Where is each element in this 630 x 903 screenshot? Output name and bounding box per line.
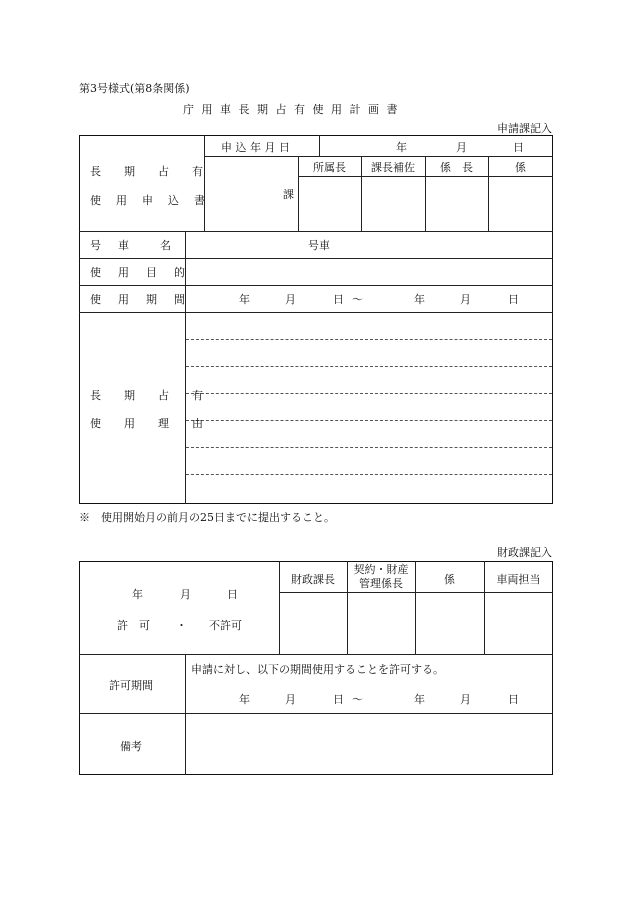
approver-contract — [347, 563, 415, 591]
approver-head: 所属長 — [313, 161, 346, 174]
form-name-line1: 長 期 占 有 — [90, 165, 209, 178]
period-start-day: 日 — [333, 293, 344, 306]
approver-contract-line1: 契約・財産 — [353, 563, 409, 576]
car-label: 号 車 名 — [90, 239, 174, 252]
permit-option: 許 可 — [117, 619, 150, 632]
application-date-label: 申 込 年 月 日 — [221, 141, 290, 154]
approver-vehicle: 車両担当 — [496, 573, 541, 586]
permit-period-label: 許可期間 — [109, 679, 153, 692]
approver-deputy: 課長補佐 — [371, 161, 415, 174]
approver-finance-clerk: 係 — [444, 573, 455, 586]
approver-contract-line2: 管理係長 — [359, 577, 403, 590]
approver-clerk: 係 — [515, 161, 526, 174]
purpose-label: 使 用 目 的 — [90, 266, 188, 279]
permit-end-day: 日 — [508, 693, 519, 706]
period-tilde: ～ — [352, 293, 363, 306]
permit-start-year: 年 — [239, 693, 250, 706]
finance-date-year: 年 — [132, 588, 143, 601]
application-date-year: 年 — [396, 141, 407, 154]
period-start-year: 年 — [239, 293, 250, 306]
period-end-day: 日 — [508, 293, 519, 306]
deny-option: 不許可 — [209, 619, 242, 632]
submission-note: ※ 使用開始月の前月の25日までに提出すること。 — [79, 511, 335, 524]
finance-section-label: 財政課記入 — [497, 546, 552, 559]
reason-label-line2: 使 用 理 由 — [90, 417, 209, 430]
permit-separator: ・ — [176, 619, 187, 632]
permit-statement: 申請に対し、以下の期間使用することを許可する。 — [191, 663, 444, 676]
approver-finance-chief: 財政課長 — [291, 573, 335, 586]
approver-section-chief: 係 長 — [440, 161, 473, 174]
applicant-section-label: 申請課記入 — [497, 122, 552, 135]
car-value: 号車 — [308, 239, 330, 252]
application-date-day: 日 — [513, 141, 524, 154]
reason-label-line1: 長 期 占 有 — [90, 389, 209, 402]
application-table-border — [79, 135, 553, 504]
permit-tilde: ～ — [352, 693, 363, 706]
remarks-label: 備考 — [120, 740, 142, 753]
form-title: 庁 用 車 長 期 占 有 使 用 計 画 書 — [183, 103, 400, 116]
period-end-year: 年 — [414, 293, 425, 306]
department-suffix: 課 — [283, 188, 294, 201]
permit-end-year: 年 — [414, 693, 425, 706]
period-label: 使 用 期 間 — [90, 293, 188, 306]
finance-date-day: 日 — [227, 588, 238, 601]
period-start-month: 月 — [285, 293, 296, 306]
permit-start-day: 日 — [333, 693, 344, 706]
period-end-month: 月 — [460, 293, 471, 306]
form-number: 第3号様式(第8条関係) — [79, 82, 190, 95]
application-date-month: 月 — [456, 141, 467, 154]
form-name-line2: 使 用 申 込 書 — [90, 194, 207, 207]
finance-date-month: 月 — [180, 588, 191, 601]
permit-end-month: 月 — [460, 693, 471, 706]
permit-start-month: 月 — [285, 693, 296, 706]
